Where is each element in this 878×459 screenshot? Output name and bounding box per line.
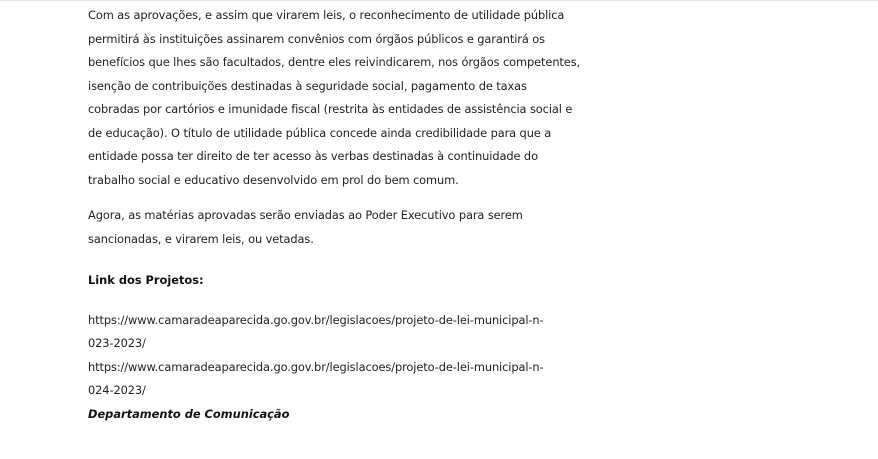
article-body	[88, 4, 588, 426]
project-link-list	[88, 309, 588, 403]
paragraph-line: Com as aprovações, e assim que virarem leis, o reconhecimento de utilidade pública	[88, 8, 565, 22]
author-signature: Departamento de Comunicação	[88, 406, 290, 421]
paragraph-line: permitirá às instituições assinarem convênios com órgãos públicos e garantirá os	[88, 31, 545, 46]
project-link-023[interactable]	[88, 309, 588, 356]
paragraph-line: sancionadas, e virarem leis, ou vetadas.	[88, 231, 314, 246]
paragraph-line: trabalho social e educativo desenvolvido em prol do bem comum.	[88, 172, 459, 187]
project-link-text[interactable]: https://www.camaradeaparecida.go.gov.br/legislacoes/projeto-de-lei-municipal-n-	[88, 312, 544, 327]
links-heading: Link dos Projetos:	[88, 273, 204, 287]
paragraph-line: entidade possa ter direito de ter acesso às verbas destinadas à continuidade do	[88, 149, 538, 163]
paragraph-line: de educação). O título de utilidade pública concede ainda credibilidade para que a	[88, 125, 552, 140]
project-link-text[interactable]: https://www.camaradeaparecida.go.gov.br/legislacoes/projeto-de-lei-municipal-n-	[88, 359, 544, 374]
project-link-text[interactable]: 023-2023/	[88, 336, 146, 350]
project-link-024[interactable]	[88, 356, 588, 403]
paragraph-line: isenção de contribuições destinadas à seguridade social, pagamento de taxas	[88, 78, 527, 93]
paragraph-line: benefícios que lhes são facultados, dentre eles reivindicarem, nos órgãos competentes,	[88, 55, 581, 69]
project-link-text[interactable]: 024-2023/	[88, 383, 146, 397]
article-paragraph-next-steps	[88, 204, 588, 251]
paragraph-line: Agora, as matérias aprovadas serão enviadas ao Poder Executivo para serem	[88, 208, 523, 222]
article-paragraph-approvals	[88, 4, 588, 192]
paragraph-line: cobradas por cartórios e imunidade fiscal (restrita às entidades de assistência social e	[88, 102, 573, 116]
top-divider	[0, 0, 878, 1]
